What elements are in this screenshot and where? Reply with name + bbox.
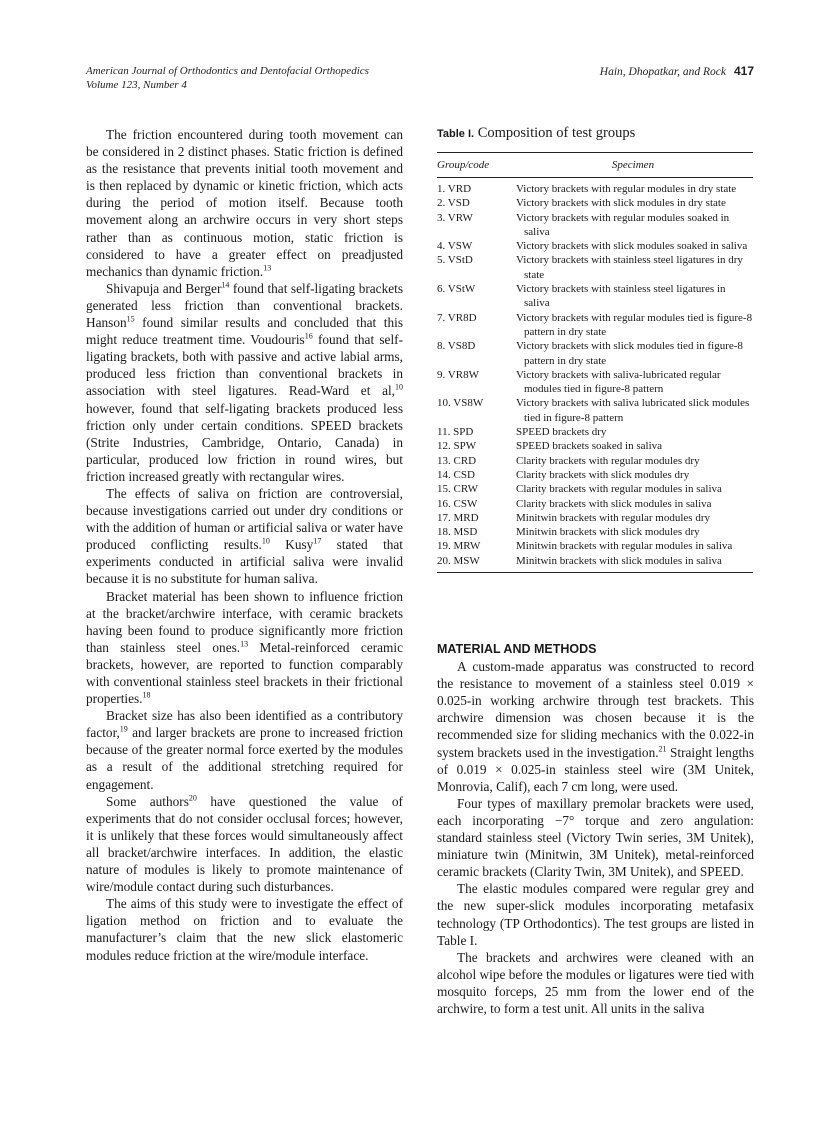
table-bottom-rule <box>437 572 753 573</box>
paragraph: The aims of this study were to investigate the effect of ligation method on friction and to evaluate the manufacturer’s claim that the new slick elastomeric modules reduce friction at the wire/module interface. <box>86 896 403 963</box>
specimen-cell: Victory brackets with regular modules in dry state <box>516 183 737 195</box>
specimen-cell: Clarity brackets with slick modules dry <box>516 468 690 481</box>
table-header <box>437 153 753 177</box>
specimen-cell: Clarity brackets with regular modules dry <box>516 454 700 467</box>
table-row <box>437 497 753 511</box>
group-code-cell: 18. MSD <box>437 526 478 539</box>
journal-volume: Volume 123, Number 4 <box>86 79 187 91</box>
group-code-cell: 5. VStD <box>437 254 473 267</box>
table-row <box>437 239 753 253</box>
table-row <box>437 482 753 496</box>
paragraph: The friction encountered during tooth movement can be considered in 2 distinct phases. Static friction is defined as the resistance that prevents initial tooth movement and is then replaced by dynamic or kinetic friction, which acts during the period of motion itself. Because tooth movement along an archwire occurs in very short steps rather than as continuous motion, static friction is considered to have a greater effect on preadjusted mechanics than dynamic friction.$^{13}$ <box>86 127 403 279</box>
specimen-cell: Victory brackets with slick modules tied in figure-8 pattern in dry state <box>516 340 743 367</box>
specimen-cell: Minitwin brackets with regular modules in saliva <box>516 540 733 553</box>
table-row <box>437 454 753 468</box>
group-code-cell: 17. MRD <box>437 511 479 524</box>
group-code-cell: 13. CRD <box>437 454 477 467</box>
specimen-cell: SPEED brackets soaked in saliva <box>516 440 663 453</box>
table-row <box>437 525 753 539</box>
running-header-journal <box>86 64 369 92</box>
table-row <box>437 425 753 439</box>
group-code-cell: 14. CSD <box>437 468 475 481</box>
group-code-cell: 2. VSD <box>437 197 470 210</box>
section-heading-material-and-methods: MATERIAL AND METHODS <box>437 642 597 656</box>
paragraph: Bracket material has been shown to influence friction at the bracket/archwire interface, with ceramic brackets having been found to produce significantly more friction than stainless steel ones.$^{13}$ Metal-reinforced ceramic brackets, however, are reported to function comparably with conventional stainless steel brackets in their frictional properties.$^{18}$ <box>86 588 403 707</box>
table-title: Composition of test groups <box>477 125 636 141</box>
table-row <box>437 396 753 425</box>
table-row <box>437 539 753 553</box>
specimen-cell: Victory brackets with stainless steel ligatures in dry state <box>516 254 743 281</box>
specimen-cell: Victory brackets with regular modules tied is figure-8 pattern in dry state <box>516 311 753 338</box>
group-code-cell: 20. MSW <box>437 554 480 567</box>
right-column <box>437 641 754 1017</box>
group-code-cell: 1. VRD <box>437 183 472 195</box>
specimen-cell: Minitwin brackets with slick modules dry <box>516 526 700 539</box>
paragraph: The effects of saliva on friction are controversial, because investigations carried out under dry conditions or with the addition of human or artificial saliva or water have produced conflicting results.$^{10}$ Kusy$^{17}$ stated that experiments conducted in artificial saliva were invalid because it is no substitute for human saliva. <box>86 485 404 587</box>
group-code-cell: 7. VR8D <box>437 311 477 324</box>
specimen-cell: Minitwin brackets with slick modules in saliva <box>516 554 722 567</box>
column-header-group-code: Group/code <box>437 159 490 171</box>
running-header-authors <box>600 64 754 79</box>
group-code-cell: 3. VRW <box>437 211 473 224</box>
specimen-cell: Minitwin brackets with regular modules dry <box>516 511 710 524</box>
page-number: 417 <box>733 64 754 78</box>
table-row <box>437 339 753 368</box>
table-row <box>437 182 753 196</box>
paragraph: Four types of maxillary premolar brackets were used, each incorporating −7° torque and zero angulation: standard stainless steel (Victory Twin series, 3M Unitek), miniature twin (Minitwin, 3M Unitek), metal-reinforced ceramic brackets (Clarity Twin, 3M Unitek), and SPEED. <box>437 795 754 880</box>
group-code-cell: 12. SPW <box>437 440 477 453</box>
table-row <box>437 211 753 240</box>
specimen-cell: Victory brackets with slick modules soaked in saliva <box>516 240 748 253</box>
column-header-specimen: Specimen <box>611 159 655 171</box>
specimen-cell: Clarity brackets with regular modules in saliva <box>516 483 722 496</box>
table-row <box>437 511 753 525</box>
group-code-cell: 16. CSW <box>437 497 478 510</box>
paragraph: Shivapuja and Berger$^{14}$ found that self-ligating brackets generated less friction than conventional brackets. Hanson$^{15}$ found similar results and concluded that this might reduce treatment time. Voudouris$^{16}$ found that self-ligating brackets, both with passive and active labial arms, produced less friction than conventional brackets in association with steel ligatures. Read-Ward et al,$^{10}$ however, found that self-ligating brackets produced less friction only under certain conditions. SPEED brackets (Strite Industries, Cambridge, Ontario, Canada) in particular, produced low friction in round wires, but friction increased greatly with rectangular wires. <box>86 280 404 484</box>
table-row <box>437 311 753 340</box>
paragraph: The brackets and archwires were cleaned with an alcohol wipe before the modules or ligatures were tied with mosquito forceps, 25 mm from the lower end of the archwire, to form a test unit. All units in the saliva <box>437 949 754 1016</box>
table-row <box>437 253 753 282</box>
table-row <box>437 282 753 311</box>
paragraph: Some authors$^{20}$ have questioned the value of experiments that do not consider occlusal forces; however, it is unlikely that these forces would simultaneously affect all bracket/archwire interfaces. In addition, the elastic nature of modules is likely to promote maintenance of wire/module contact during such disturbances. <box>86 793 403 895</box>
paragraph: A custom-made apparatus was constructed to record the resistance to movement of a stainless steel 0.019 × 0.025-in working archwire through test brackets. This archwire dimension was chosen because it is the recommended size for sliding mechanics with the 0.022-in system brackets used in the investigation.$^{21}$ Straight lengths of 0.019 × 0.025-in stainless steel wire (3M Unitek, Monrovia, Calif), each 7 cm long, were used. <box>437 659 754 794</box>
paragraph: The elastic modules compared were regular grey and the new super-slick modules incorporating metafasix technology (TP Orthodontics). The test groups are listed in Table I. <box>437 881 754 948</box>
specimen-cell: Clarity brackets with slick modules in saliva <box>516 497 712 510</box>
authors: Hain, Dhopatkar, and Rock <box>599 66 726 78</box>
journal-title: American Journal of Orthodontics and Dentofacial Orthopedics <box>86 65 369 77</box>
specimen-cell: Victory brackets with saliva lubricated slick modules tied in figure-8 pattern <box>516 397 750 424</box>
group-code-cell: 15. CRW <box>437 483 478 496</box>
group-code-cell: 8. VS8D <box>437 340 476 353</box>
specimen-cell: Victory brackets with regular modules soaked in saliva <box>516 211 730 238</box>
group-code-cell: 6. VStW <box>437 283 476 296</box>
specimen-cell: Victory brackets with stainless steel ligatures in saliva <box>516 283 726 310</box>
left-column <box>86 126 403 964</box>
table-caption <box>437 124 753 143</box>
table-row <box>437 554 753 568</box>
group-code-cell: 11. SPD <box>437 426 474 439</box>
table-row <box>437 468 753 482</box>
table-row <box>437 439 753 453</box>
table-row <box>437 368 753 397</box>
table-composition-of-test-groups <box>437 124 753 573</box>
table-label: Table I. <box>437 128 475 140</box>
group-code-cell: 10. VS8W <box>437 397 484 410</box>
group-code-cell: 4. VSW <box>437 240 473 253</box>
specimen-cell: Victory brackets with saliva-lubricated regular modules tied in figure-8 pattern <box>516 368 721 396</box>
specimen-cell: SPEED brackets dry <box>516 426 607 439</box>
paragraph: Bracket size has also been identified as a contributory factor,$^{19}$ and larger brackets are prone to increased friction because of the greater normal force exerted by the modules as a result of the additional stretching required for engagement. <box>86 708 403 792</box>
table-row <box>437 196 753 210</box>
specimen-cell: Victory brackets with slick modules in dry state <box>516 197 726 210</box>
group-code-cell: 9. VR8W <box>437 368 479 381</box>
table-body <box>437 178 753 572</box>
group-code-cell: 19. MRW <box>437 540 481 553</box>
